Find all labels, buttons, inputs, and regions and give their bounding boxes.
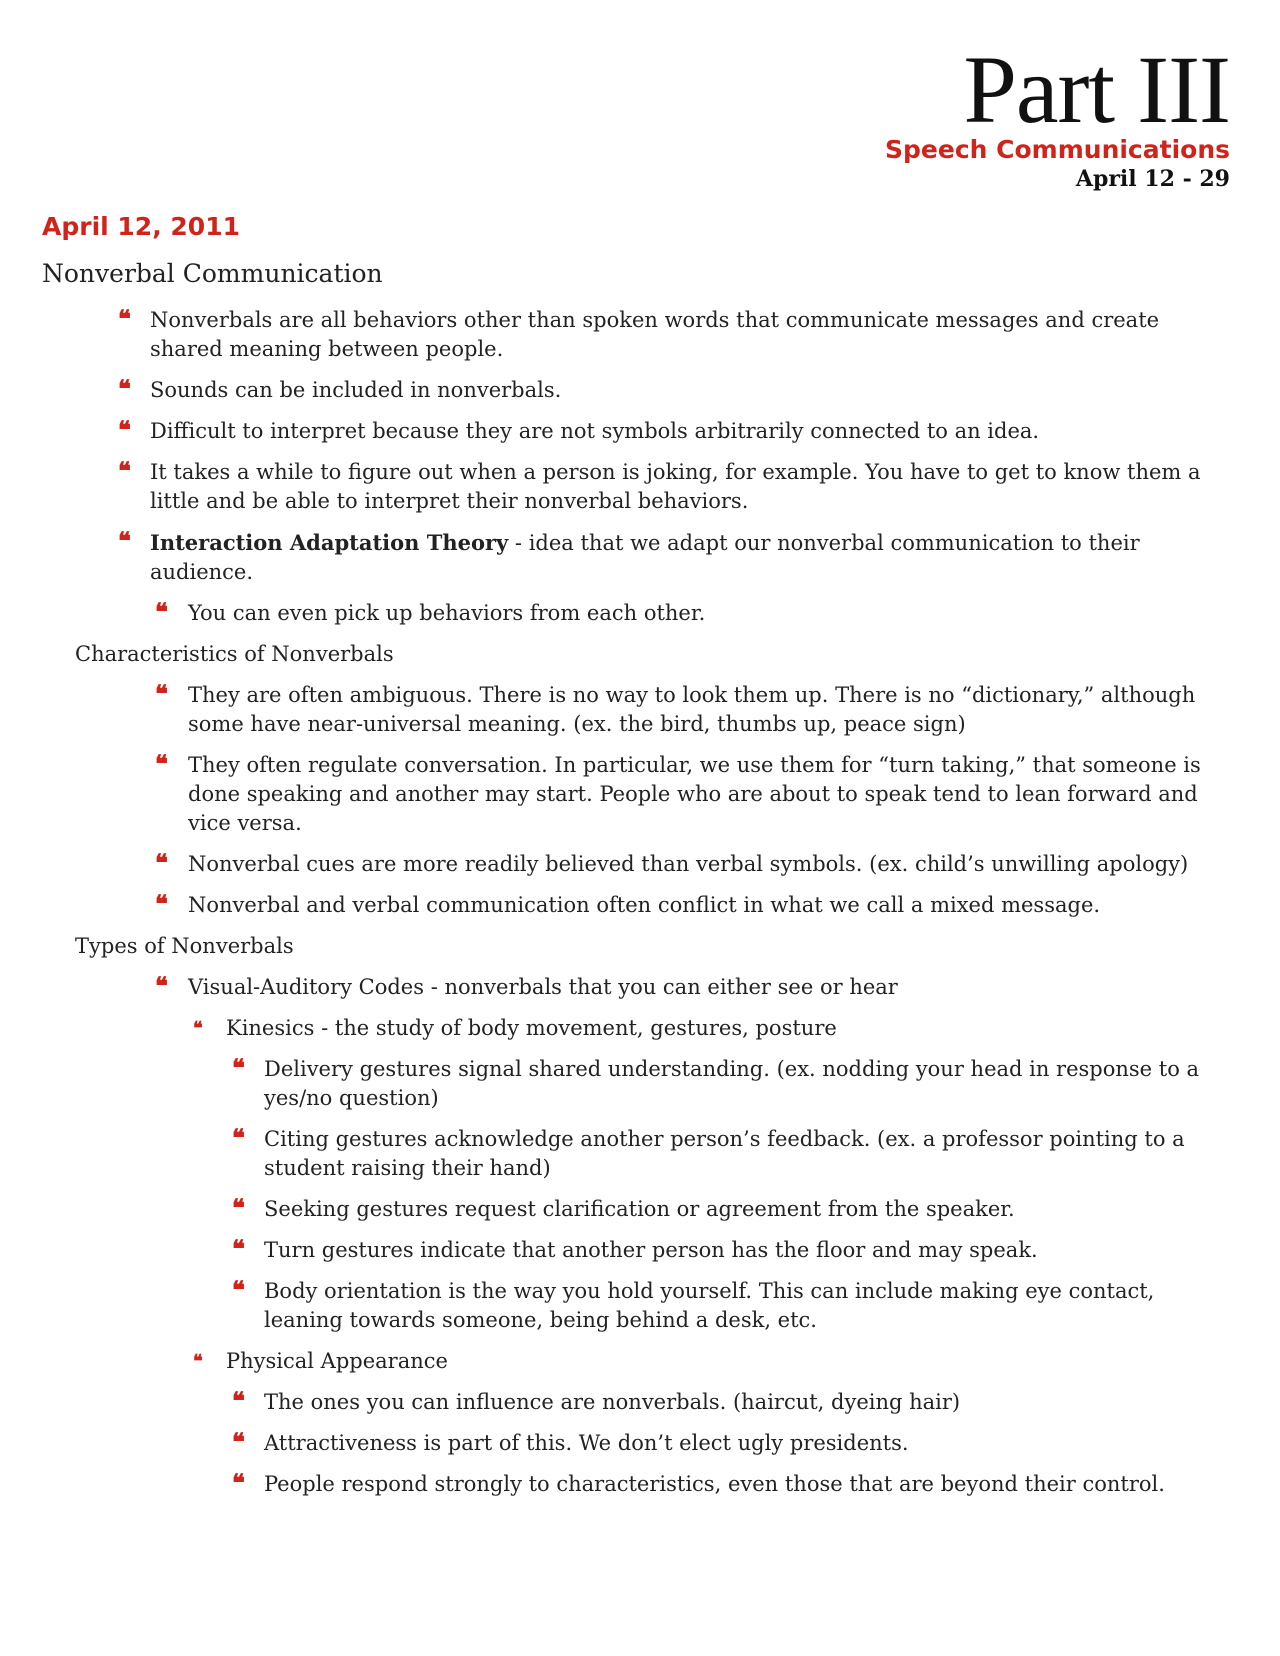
- list-item-text: Seeking gestures request clarification or agreement from the speaker.: [264, 1197, 1015, 1221]
- list-item: [0, 1347, 1280, 1376]
- list-item-text: Turn gestures indicate that another person has the floor and may speak.: [264, 1238, 1038, 1262]
- quote-bullet-icon: ❝: [155, 971, 168, 1000]
- section-title: Nonverbal Communication: [42, 259, 383, 288]
- list-item-text: Citing gestures acknowledge another person’s feedback. (ex. a professor pointing to a student raising their hand): [264, 1127, 1185, 1180]
- part-title: Part III: [963, 36, 1230, 143]
- quote-bullet-icon: ❝: [118, 304, 131, 333]
- quote-bullet-icon: ❝: [193, 1351, 203, 1372]
- list-item: [0, 1277, 1280, 1335]
- quote-bullet-icon: ❝: [155, 889, 168, 918]
- quote-bullet-icon: ❝: [155, 749, 168, 778]
- quote-bullet-icon: ❝: [232, 1386, 245, 1415]
- list-item: [0, 973, 1280, 1002]
- quote-bullet-icon: ❝: [193, 1018, 203, 1039]
- subsection-heading: Types of Nonverbals: [75, 934, 294, 958]
- notes-body: [0, 306, 1280, 1511]
- list-item-text: Nonverbal cues are more readily believed than verbal symbols. (ex. child’s unwilling apology): [188, 852, 1189, 876]
- list-item-text: Physical Appearance: [226, 1349, 448, 1373]
- list-item-text: Difficult to interpret because they are not symbols arbitrarily connected to an idea.: [150, 419, 1040, 443]
- list-item-text: Sounds can be included in nonverbals.: [150, 378, 562, 402]
- list-item-text: Nonverbal and verbal communication often conflict in what we call a mixed message.: [188, 893, 1101, 917]
- page-header: [885, 36, 1230, 192]
- quote-bullet-icon: ❝: [232, 1427, 245, 1456]
- list-item: [0, 850, 1280, 879]
- list-item-text: Visual-Auditory Codes - nonverbals that you can either see or hear: [188, 975, 898, 999]
- quote-bullet-icon: ❝: [155, 848, 168, 877]
- quote-bullet-icon: ❝: [118, 456, 131, 485]
- quote-bullet-icon: ❝: [232, 1123, 245, 1152]
- quote-bullet-icon: ❝: [232, 1468, 245, 1497]
- list-item: [0, 458, 1280, 516]
- list-item-text: Kinesics - the study of body movement, gestures, posture: [226, 1016, 837, 1040]
- list-item-text: Delivery gestures signal shared understanding. (ex. nodding your head in response to a yes/no question): [264, 1057, 1200, 1110]
- quote-bullet-icon: ❝: [232, 1275, 245, 1304]
- list-item: [0, 306, 1280, 364]
- quote-bullet-icon: ❝: [118, 374, 131, 403]
- list-item: [0, 417, 1280, 446]
- list-item: [0, 599, 1280, 628]
- list-item-text: They are often ambiguous. There is no way to look them up. There is no “dictionary,” although some have near-universal meaning. (ex. the bird, thumbs up, peace sign): [188, 683, 1196, 736]
- list-item: [0, 1429, 1280, 1458]
- list-item: [0, 751, 1280, 838]
- list-item: [0, 1014, 1280, 1043]
- list-item: [0, 376, 1280, 405]
- subsection-heading: Characteristics of Nonverbals: [75, 642, 394, 666]
- list-item-text: Nonverbals are all behaviors other than spoken words that communicate messages and create shared meaning between people.: [150, 308, 1160, 361]
- list-item-text: Body orientation is the way you hold yourself. This can include making eye contact, leaning towards someone, being behind a desk, etc.: [264, 1279, 1155, 1332]
- list-item-text: Attractiveness is part of this. We don’t elect ugly presidents.: [264, 1431, 909, 1455]
- list-item-text: It takes a while to figure out when a person is joking, for example. You have to get to know them a little and be able to interpret their nonverbal behaviors.: [150, 460, 1201, 513]
- list-item-text: You can even pick up behaviors from each other.: [188, 601, 706, 625]
- date-range: April 12 - 29: [1075, 166, 1230, 192]
- quote-bullet-icon: ❝: [118, 415, 131, 444]
- term-bold: Interaction Adaptation Theory: [150, 530, 509, 555]
- list-item: [0, 1125, 1280, 1183]
- list-item-text: The ones you can influence are nonverbals. (haircut, dyeing hair): [264, 1390, 961, 1414]
- quote-bullet-icon: ❝: [155, 679, 168, 708]
- lecture-date: April 12, 2011: [42, 212, 240, 241]
- quote-bullet-icon: ❝: [232, 1193, 245, 1222]
- list-item: [0, 1195, 1280, 1224]
- list-item: [0, 1055, 1280, 1113]
- list-item: [0, 1388, 1280, 1417]
- list-item: [0, 891, 1280, 920]
- quote-bullet-icon: ❝: [118, 526, 131, 555]
- quote-bullet-icon: ❝: [232, 1053, 245, 1082]
- quote-bullet-icon: ❝: [155, 597, 168, 626]
- list-item-text: They often regulate conversation. In particular, we use them for “turn taking,” that someone is done speaking and another may start. People who are about to speak tend to lean forward and vice versa.: [188, 753, 1201, 835]
- course-subtitle: Speech Communications: [885, 135, 1230, 164]
- list-item-text: - idea that we adapt our nonverbal communication to their audience.: [150, 531, 1140, 584]
- list-item: [0, 1236, 1280, 1265]
- quote-bullet-icon: ❝: [232, 1234, 245, 1263]
- list-item: [0, 528, 1280, 587]
- list-item: [0, 1470, 1280, 1499]
- list-item-text: People respond strongly to characteristics, even those that are beyond their control.: [264, 1472, 1165, 1496]
- list-item: [0, 681, 1280, 739]
